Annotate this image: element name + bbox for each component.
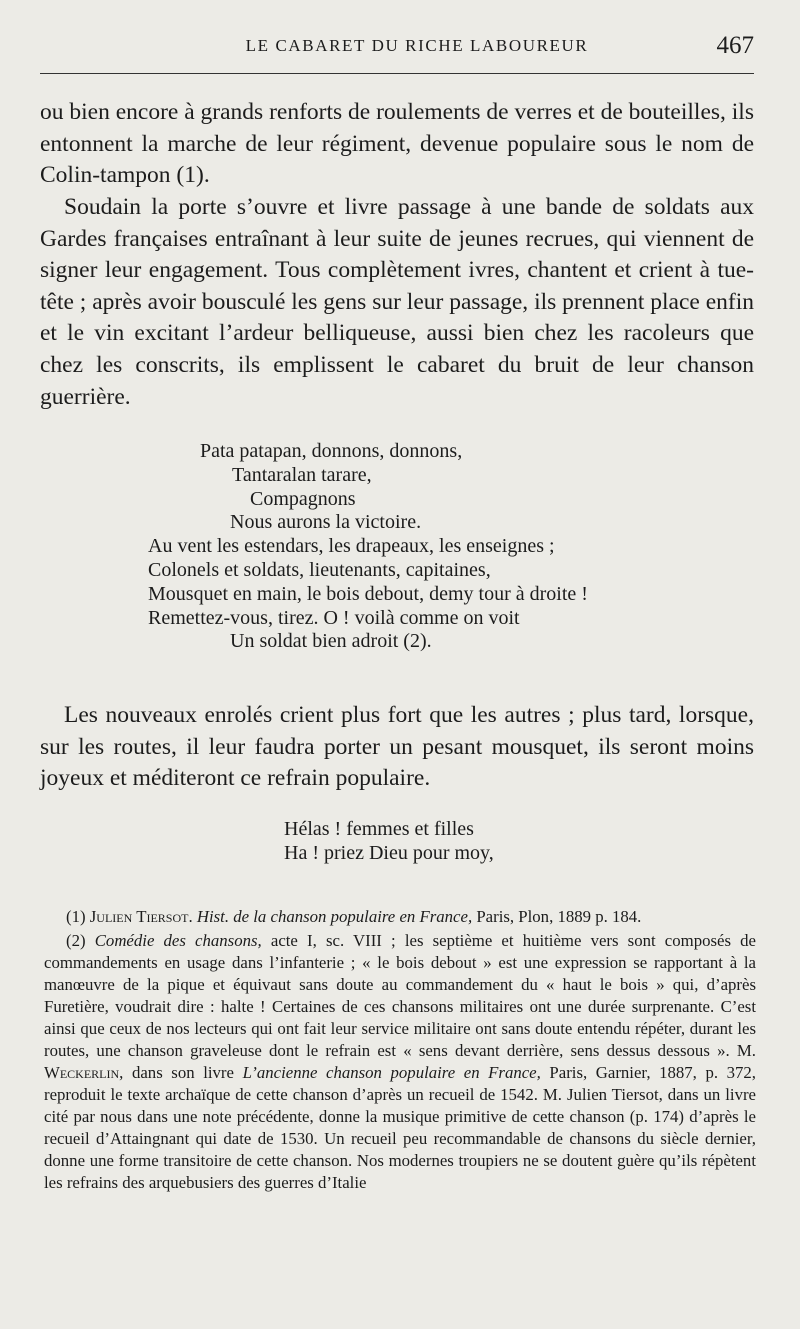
footnote-1-title: Hist. de la chanson populaire en France,: [196, 907, 473, 926]
paragraph-1: [40, 97, 754, 192]
footnote-1-marker: (1): [66, 907, 86, 926]
verse-line: Compagnons: [250, 487, 356, 510]
footnote-2-title: Comédie des chansons,: [94, 931, 262, 950]
verse-line: Hélas ! femmes et filles: [284, 818, 474, 840]
footnote-2-part3: Paris, Garnier, 1887, p. 372, reproduit le texte archaïque de cette chanson d’après un recueil de 1542. M. Julien Tiersot, dans un livre cité par nous dans une note précédente, donne la musique primitive de cette chanson (p. 174) d’après le recueil d’Attaingnant qui date de 1530. Un recueil peu recommandable de chansons du siècle dernier, donne une forme transitoire de cette chanson. Nos modernes troupiers ne se doutent guère qu’ils répètent les refrains des arquebusiers des guerres d’Italie: [44, 1063, 756, 1192]
verse-line: Au vent les estendars, les drapeaux, les enseignes ;: [148, 535, 555, 558]
verse-line: Nous aurons la victoire.: [230, 511, 422, 534]
footnote-2: [44, 930, 756, 1194]
running-head: [40, 30, 754, 66]
song-verse-1: [148, 440, 588, 654]
verse-line: Pata patapan, donnons, donnons,: [200, 440, 463, 462]
paragraph-1-text: ou bien encore à grands renforts de roulements de verres et de bouteilles, ils entonnent la marche de leur régiment, devenue populaire sous le nom de Colin-tampon (1).: [40, 99, 754, 189]
footnote-2-part1: acte I, sc. VIII ; les septième et huitième vers sont composés de commandements en usage dans l’infanterie ; « le bois debout » est une expression se rapportant à la manœuvre de la pique et équivaut sans doute au commandement du « haut le bois » qui, d’après Furetière, voudrait dire : halte ! Certaines de ces chansons militaires ont une durée surprenante. C’est ainsi que ceux de nos lecteurs qui ont fait leur service militaire ont sans doute entendu répéter, durant les routes, une chanson graveleuse dont le refrain est « sens devant derrière, sens dessus dessous ». M.: [44, 931, 756, 1060]
verse-line: Colonels et soldats, lieutenants, capitaines,: [148, 558, 491, 581]
verse-line: Mousquet en main, le bois debout, demy tour à droite !: [148, 582, 588, 605]
verse-line: Ha ! priez Dieu pour moy,: [284, 841, 494, 864]
footnote-2-author: Weckerlin,: [44, 1063, 124, 1082]
footnote-2-part2: dans son livre: [131, 1063, 234, 1082]
verse-line: Tantaralan tarare,: [232, 463, 372, 486]
verse-line: Remettez-vous, tirez. O ! voilà comme on voit: [148, 606, 520, 629]
page-number: 467: [716, 32, 754, 59]
paragraph-3-text: Les nouveaux enrolés crient plus fort que les autres ; plus tard, lorsque, sur les routes, il leur faudra porter un pesant mousquet, ils seront moins joyeux et méditeront ce refrain populaire.: [40, 702, 754, 792]
paragraph-2-text: Soudain la porte s’ouvre et livre passage à une bande de soldats aux Gardes françaises entraînant à leur suite de jeunes recrues, qui viennent de signer leur engagement. Tous complètement ivres, chantent et crient à tue-tête ; après avoir bousculé les gens sur leur passage, ils prennent place enfin et le vin excitant l’ardeur belliqueuse, aussi bien chez les racoleurs que chez les conscrits, ils emplissent le cabaret du bruit de leur chanson guerrière.: [40, 194, 754, 410]
footnote-2-marker: (2): [66, 931, 86, 950]
paragraph-2: [40, 192, 754, 413]
footnote-2-book: L’ancienne chanson populaire en France,: [242, 1063, 541, 1082]
footnote-1-author: Julien Tiersot.: [89, 907, 193, 926]
song-verse-2: [284, 818, 494, 866]
verse-line: Un soldat bien adroit (2).: [230, 630, 432, 653]
footnotes: [44, 906, 756, 1196]
footnote-1: [44, 906, 756, 928]
paragraph-3: [40, 700, 754, 795]
running-title: LE CABARET DU RICHE LABOUREUR: [245, 36, 589, 55]
footnote-1-rest: Paris, Plon, 1889 p. 184.: [476, 907, 642, 926]
header-rule: [40, 73, 754, 74]
